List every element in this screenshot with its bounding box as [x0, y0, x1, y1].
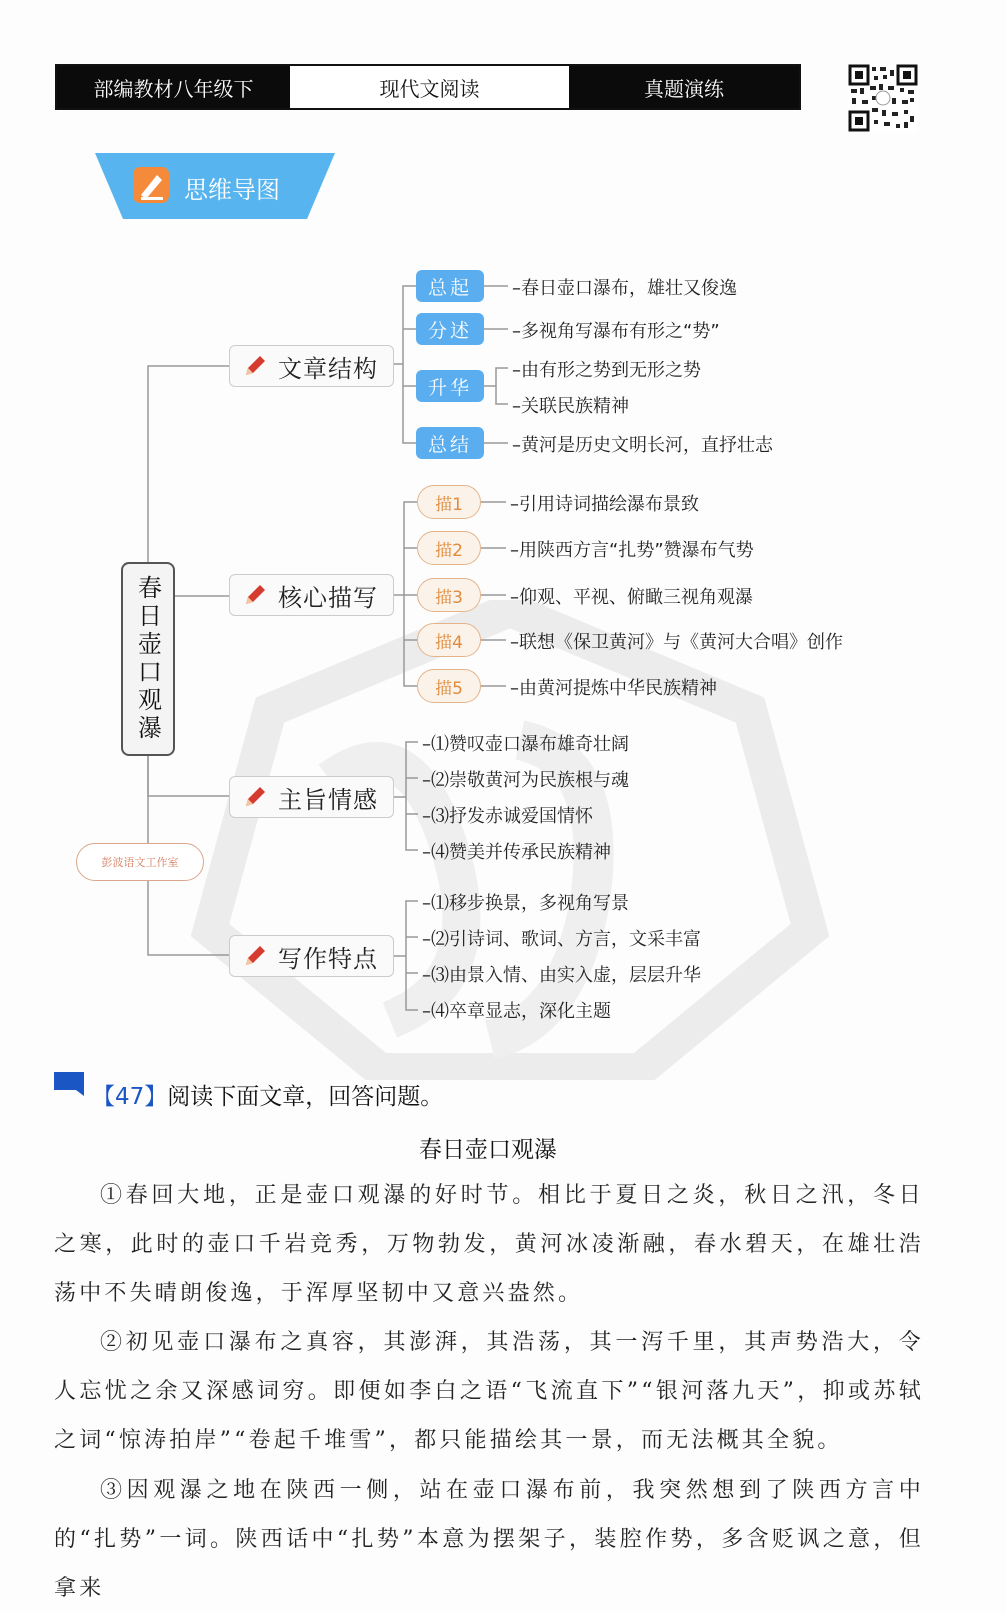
tag-zongjie: 总结 [416, 427, 484, 459]
header-grade: 部编教材八年级下 [57, 66, 290, 108]
pencil-icon [242, 784, 268, 810]
tag-miao5: 描5 [417, 669, 481, 703]
question-line [92, 1078, 443, 1111]
core-label: 核心描写 [278, 583, 378, 612]
node-structure [229, 345, 394, 387]
core-leaf: –仰观、平视、俯瞰三视角观瀑 [510, 587, 753, 608]
mindmap-root [121, 562, 175, 756]
writing-leaf: –⑶由景入情、由实入虚，层层升华 [422, 965, 701, 986]
tag-zongqi: 总起 [416, 270, 484, 302]
pencil-icon [242, 943, 268, 969]
root-label: 春日壶口观瀑 [133, 575, 162, 743]
structure-leaf: –由有形之势到无形之势 [512, 360, 701, 381]
banner-title: 思维导图 [184, 176, 280, 204]
tag-fenshu: 分述 [416, 313, 484, 345]
paragraph-2: ②初见壶口瀑布之真容，其澎湃，其浩荡，其一泻千里，其声势浩大，令人忘忧之余又深感词穷。即便如李白之语“飞流直下”“银河落九天”，抑或苏轼之词“惊涛拍岸”“卷起千堆雪”，都只能描绘其一景，而无法概其全貌。 [54, 1330, 924, 1453]
structure-leaf: –黄河是历史文明长河，直抒壮志 [512, 435, 773, 456]
theme-leaf: –⑶抒发赤诚爱国情怀 [422, 806, 593, 827]
bookmark-icon [54, 1072, 84, 1096]
theme-label: 主旨情感 [278, 785, 378, 814]
core-leaf: –用陕西方言“扎势”赞瀑布气势 [510, 540, 754, 561]
writing-leaf: –⑵引诗词、歌词、方言，文采丰富 [422, 929, 701, 950]
structure-label: 文章结构 [278, 354, 378, 383]
pencil-icon [242, 582, 268, 608]
node-theme [229, 776, 394, 818]
writing-label: 写作特点 [278, 944, 378, 973]
tag-miao1: 描1 [417, 485, 481, 519]
tag-miao2: 描2 [417, 531, 481, 565]
theme-leaf: –⑴赞叹壶口瀑布雄奇壮阔 [422, 734, 629, 755]
structure-leaf: –多视角写瀑布有形之“势” [512, 321, 720, 342]
pencil-icon [242, 353, 268, 379]
tag-miao4: 描4 [417, 623, 481, 657]
node-core [229, 574, 394, 616]
studio-badge: 彭波语文工作室 [76, 843, 204, 881]
writing-leaf: –⑴移步换景，多视角写景 [422, 893, 629, 914]
core-leaf: –由黄河提炼中华民族精神 [510, 678, 717, 699]
theme-leaf: –⑵崇敬黄河为民族根与魂 [422, 770, 629, 791]
question-prompt: 阅读下面文章，回答问题。 [167, 1084, 444, 1110]
structure-leaf: –关联民族精神 [512, 396, 629, 417]
core-leaf: –引用诗词描绘瀑布景致 [510, 494, 699, 515]
header-section: 现代文阅读 [290, 66, 569, 108]
writing-leaf: –⑷卒章显志，深化主题 [422, 1001, 611, 1022]
core-leaf: –联想《保卫黄河》与《黄河大合唱》创作 [510, 632, 843, 653]
theme-leaf: –⑷赞美并传承民族精神 [422, 842, 611, 863]
question-number: 【47】 [92, 1084, 168, 1110]
header-practice: 真题演练 [569, 66, 799, 108]
paragraph-1: ①春回大地，正是壶口观瀑的好时节。相比于夏日之炎，秋日之汛，冬日之寒，此时的壶口千岩竞秀，万物勃发，黄河冰凌渐融，春水碧天，在雄壮浩荡中不失晴朗俊逸，于浑厚坚韧中又意兴盎然。 [54, 1183, 924, 1306]
structure-leaf: –春日壶口瀑布，雄壮又俊逸 [512, 278, 737, 299]
node-writing [229, 935, 394, 977]
article-title: 春日壶口观瀑 [419, 1137, 557, 1163]
paragraph-3: ③因观瀑之地在陕西一侧，站在壶口瀑布前，我突然想到了陕西方言中的“扎势”一词。陕西话中“扎势”本意为摆架子，装腔作势，多含贬讽之意，但拿来 [54, 1478, 924, 1601]
tag-miao3: 描3 [417, 578, 481, 612]
tag-shenghua: 升华 [416, 370, 484, 402]
